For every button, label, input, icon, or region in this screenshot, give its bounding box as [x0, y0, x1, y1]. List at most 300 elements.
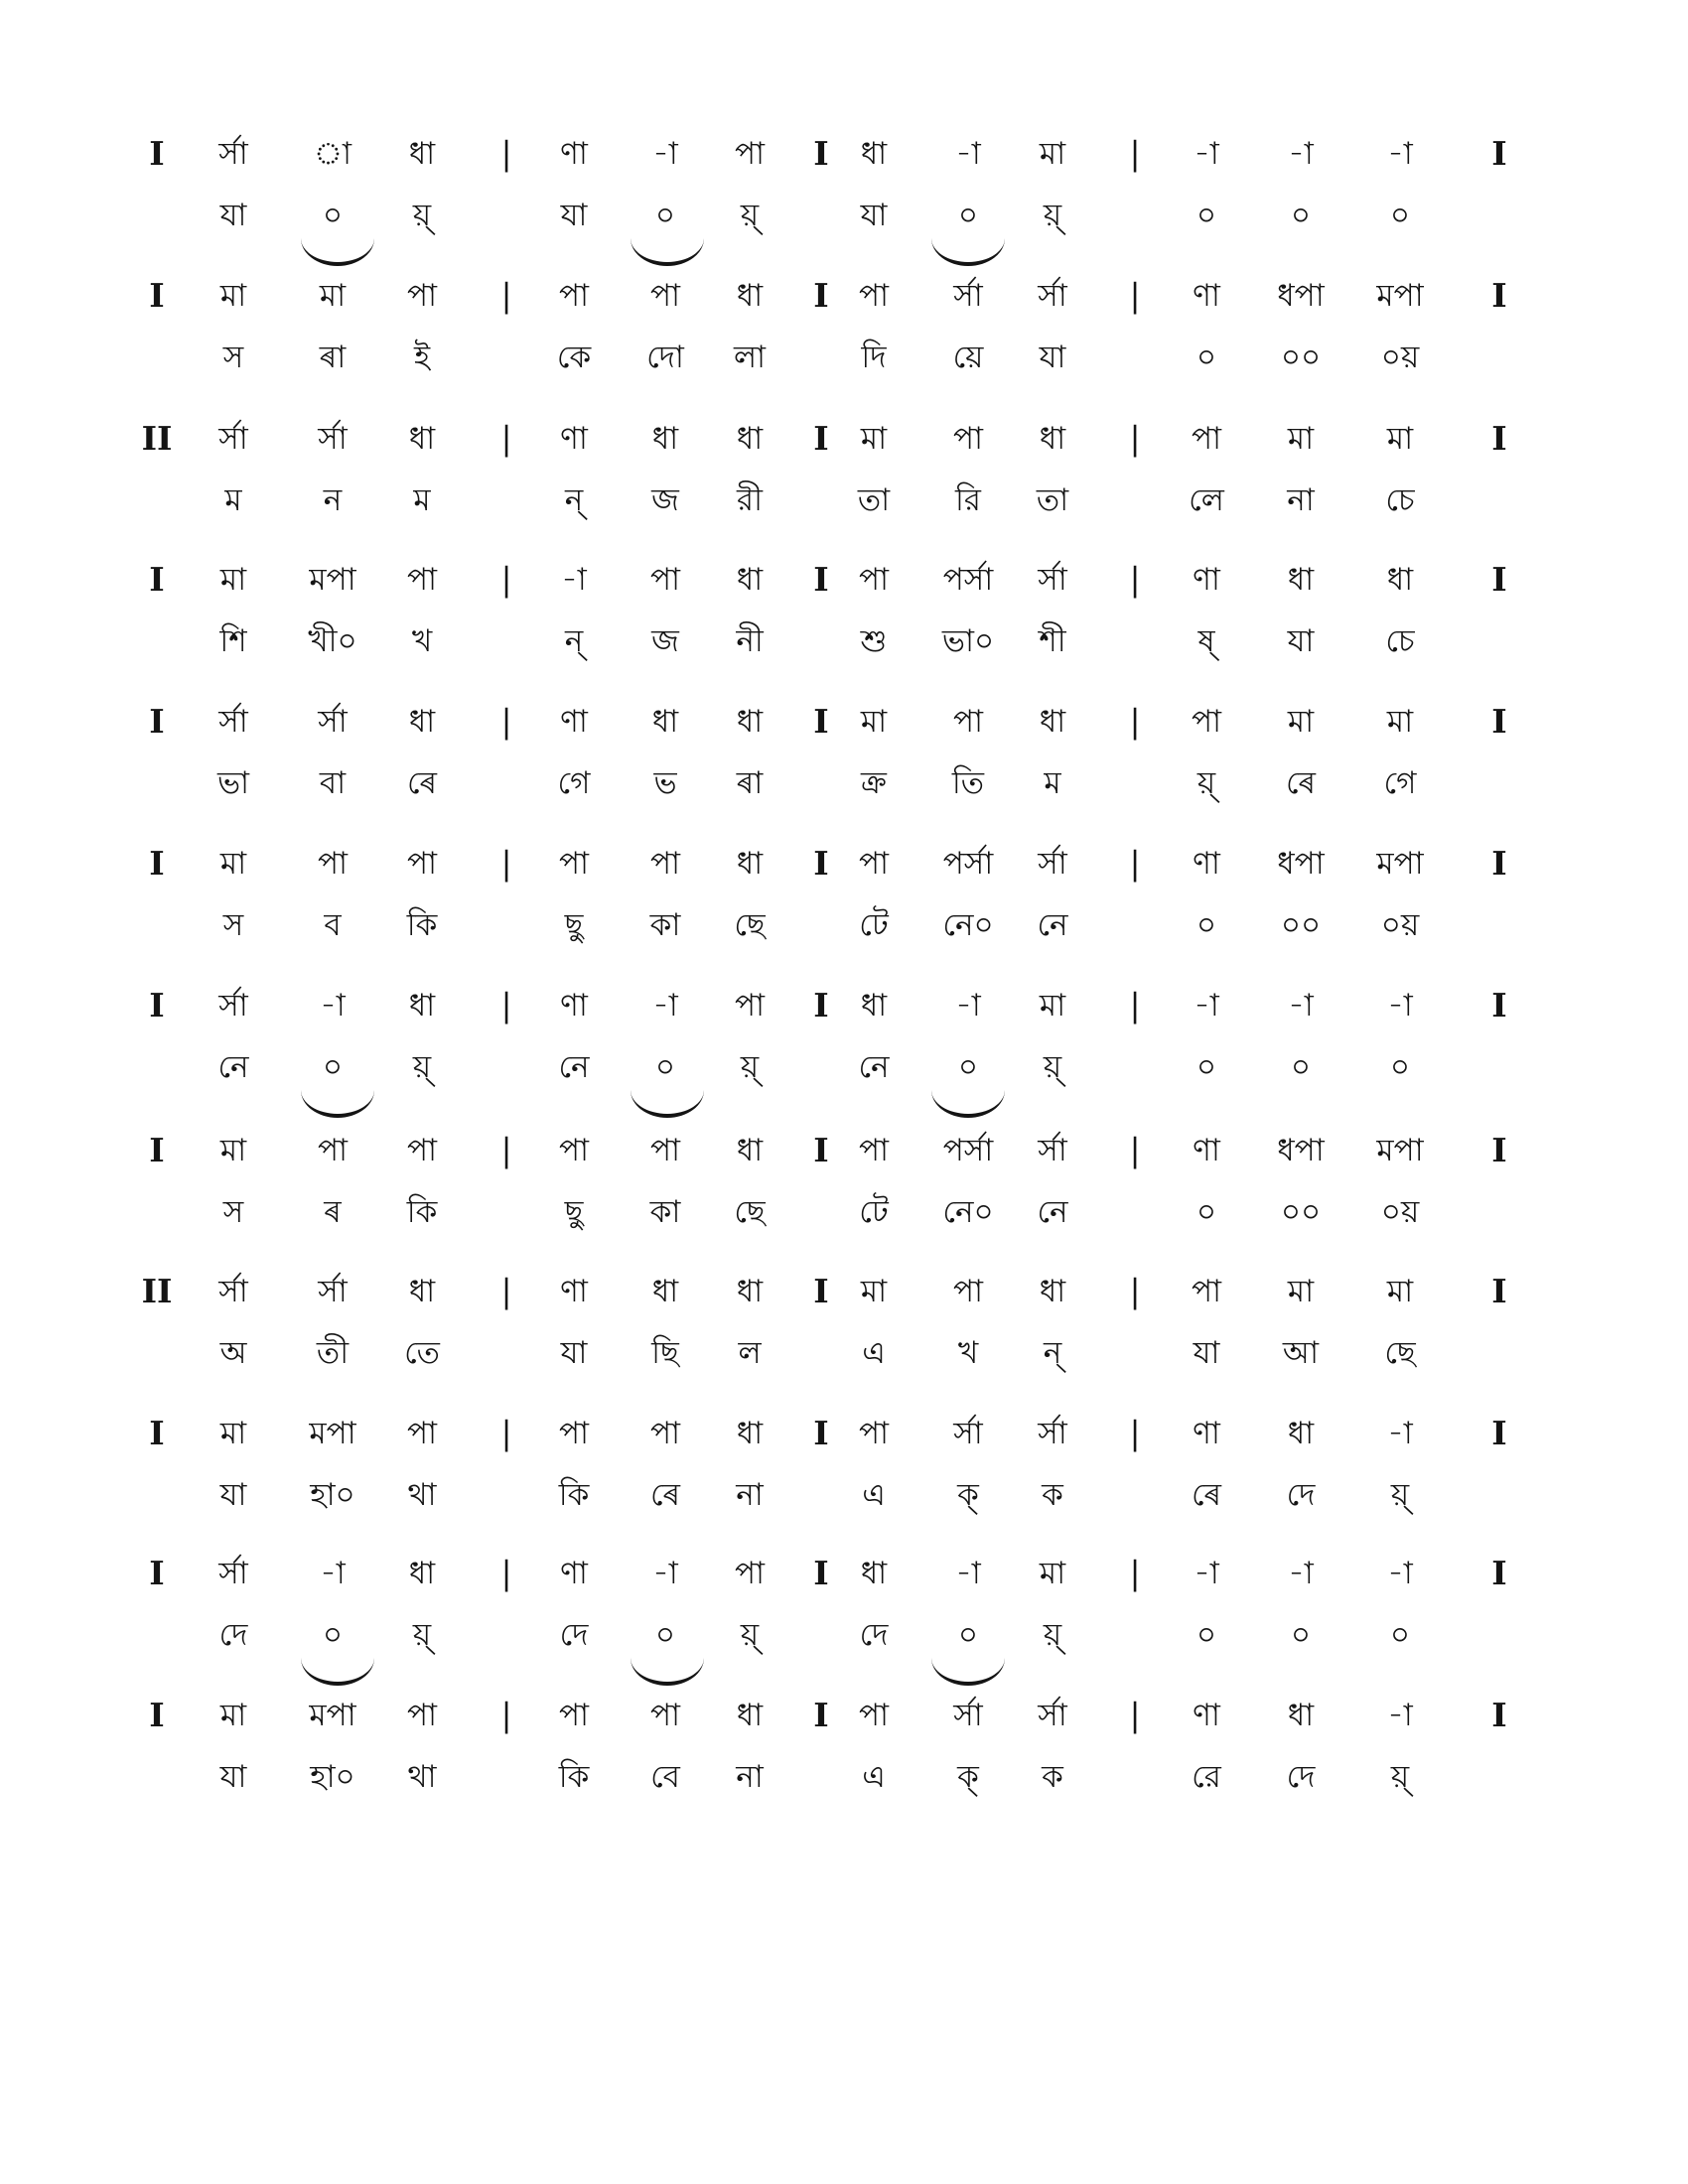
- line-end-marker: I: [1491, 1414, 1507, 1452]
- barline: I: [813, 134, 829, 173]
- line-start-marker: I: [149, 276, 165, 315]
- note-swara: র্সা: [218, 421, 248, 457]
- lyric-syllable: ০: [1290, 1049, 1312, 1085]
- lyric-syllable: কি: [406, 1194, 438, 1230]
- barline: |: [1129, 134, 1141, 173]
- lyric-syllable: য়্: [740, 1617, 760, 1653]
- note-swara: পা: [649, 1698, 681, 1733]
- line-start-marker: I: [149, 560, 165, 599]
- note-swara: ধা: [1287, 562, 1315, 598]
- lyric-syllable: স: [222, 907, 244, 943]
- lyric-syllable: খ: [957, 1335, 979, 1371]
- lyric-syllable: ব: [324, 907, 342, 943]
- lyric-syllable: শী: [1039, 623, 1066, 659]
- lyric-syllable: তা: [857, 482, 891, 518]
- barline: I: [813, 560, 829, 599]
- lyric-syllable: হা০: [310, 1477, 355, 1513]
- note-swara: -া: [320, 1556, 346, 1591]
- barline: |: [500, 1272, 512, 1310]
- slur-mark: [631, 1658, 704, 1686]
- barline: I: [813, 419, 829, 458]
- lyric-syllable: দে: [1286, 1759, 1316, 1795]
- note-swara: পা: [734, 1556, 766, 1591]
- note-swara: র্সা: [218, 1556, 248, 1591]
- note-swara: র্সা: [1038, 846, 1067, 882]
- note-swara: ধা: [408, 988, 436, 1024]
- note-swara: পা: [406, 562, 438, 598]
- note-swara: র্সা: [1038, 1698, 1067, 1733]
- lyric-syllable: ক: [1042, 1759, 1063, 1795]
- slur-mark: [931, 1090, 1005, 1118]
- note-swara: ণা: [560, 421, 588, 457]
- lyric-syllable: যা: [219, 198, 247, 233]
- note-swara: ধা: [1287, 1416, 1315, 1451]
- barline: |: [1129, 702, 1141, 741]
- note-swara: -া: [1194, 1556, 1219, 1591]
- barline: |: [1129, 1131, 1141, 1169]
- note-swara: ধা: [651, 421, 679, 457]
- note-swara: ণা: [560, 704, 588, 740]
- note-swara: র্সা: [318, 704, 348, 740]
- note-swara: পা: [1191, 704, 1222, 740]
- note-swara: র্সা: [318, 421, 348, 457]
- barline: |: [1129, 1696, 1141, 1734]
- note-swara: মা: [219, 1133, 247, 1168]
- lyric-syllable: নে: [558, 1049, 590, 1085]
- lyric-syllable: থা: [407, 1477, 437, 1513]
- line-end-marker: I: [1491, 986, 1507, 1024]
- lyric-syllable: টে: [859, 907, 889, 943]
- lyric-syllable: ০: [1196, 1049, 1217, 1085]
- barline: I: [813, 1696, 829, 1734]
- note-swara: -া: [1288, 136, 1314, 172]
- note-swara: মপা: [309, 562, 356, 598]
- note-swara: মা: [219, 562, 247, 598]
- note-swara: ধপা: [1277, 278, 1325, 314]
- lyric-syllable: দি: [861, 340, 887, 375]
- note-swara: ধপা: [1277, 1133, 1325, 1168]
- lyric-syllable: ৰা: [319, 340, 347, 375]
- note-swara: পা: [406, 846, 438, 882]
- note-swara: র্সা: [218, 136, 248, 172]
- lyric-syllable: চে: [1385, 482, 1415, 518]
- lyric-syllable: ল: [738, 1335, 762, 1371]
- lyric-syllable: য়্: [1043, 198, 1062, 233]
- lyric-syllable: ন: [323, 482, 343, 518]
- note-swara: মা: [860, 1274, 888, 1309]
- lyric-syllable: ম: [224, 482, 242, 518]
- note-swara: ধা: [408, 1556, 436, 1591]
- note-swara: র্সা: [218, 704, 248, 740]
- line-end-marker: I: [1491, 134, 1507, 173]
- lyric-syllable: ন্: [564, 482, 584, 518]
- note-swara: ণা: [1193, 1698, 1220, 1733]
- lyric-syllable: ০: [1389, 1617, 1411, 1653]
- line-end-marker: I: [1491, 560, 1507, 599]
- lyric-syllable: ক্র: [861, 765, 887, 801]
- lyric-syllable: দে: [1286, 1477, 1316, 1513]
- note-swara: ধা: [860, 1556, 888, 1591]
- note-swara: ধা: [736, 421, 764, 457]
- note-swara: ণা: [560, 136, 588, 172]
- lyric-syllable: ছে: [734, 907, 766, 943]
- lyric-syllable: ০: [322, 198, 344, 233]
- lyric-syllable: য়্: [740, 1049, 760, 1085]
- lyric-syllable: জ: [651, 482, 679, 518]
- note-swara: -া: [1387, 1556, 1413, 1591]
- note-swara: -া: [1387, 1698, 1413, 1733]
- lyric-syllable: ০: [1196, 198, 1217, 233]
- lyric-syllable: য়্: [1196, 765, 1216, 801]
- note-swara: মা: [319, 278, 347, 314]
- lyric-syllable: ই: [413, 340, 431, 375]
- lyric-syllable: কে: [556, 340, 592, 375]
- note-swara: পা: [317, 1133, 349, 1168]
- note-swara: ণা: [1193, 278, 1220, 314]
- lyric-syllable: যা: [1039, 340, 1066, 375]
- slur-mark: [631, 238, 704, 266]
- note-swara: -া: [1387, 1416, 1413, 1451]
- barline: |: [500, 1696, 512, 1734]
- note-swara: পা: [558, 1416, 590, 1451]
- note-swara: মপা: [1376, 846, 1424, 882]
- line-end-marker: I: [1491, 844, 1507, 883]
- lyric-syllable: কি: [558, 1759, 590, 1795]
- note-swara: ধা: [651, 1274, 679, 1309]
- note-swara: মা: [219, 1416, 247, 1451]
- line-end-marker: I: [1491, 1696, 1507, 1734]
- lyric-syllable: তে: [404, 1335, 440, 1371]
- slur-mark: [931, 238, 1005, 266]
- note-swara: র্সা: [318, 1274, 348, 1309]
- lyric-syllable: ০: [1196, 907, 1217, 943]
- note-swara: পা: [734, 988, 766, 1024]
- note-swara: পা: [649, 846, 681, 882]
- barline: |: [1129, 276, 1141, 315]
- lyric-syllable: যা: [560, 1335, 588, 1371]
- note-swara: পা: [952, 704, 984, 740]
- barline: |: [1129, 844, 1141, 883]
- lyric-syllable: টে: [859, 1194, 889, 1230]
- lyric-syllable: তি: [951, 765, 985, 801]
- lyric-syllable: না: [736, 1477, 764, 1513]
- lyric-syllable: তী: [316, 1335, 350, 1371]
- barline: |: [1129, 1414, 1141, 1452]
- barline: |: [1129, 560, 1141, 599]
- barline: I: [813, 276, 829, 315]
- note-swara: ণা: [560, 988, 588, 1024]
- note-swara: পা: [734, 136, 766, 172]
- note-swara: পা: [406, 1133, 438, 1168]
- lyric-syllable: যা: [860, 198, 888, 233]
- barline: |: [500, 560, 512, 599]
- note-swara: মা: [1386, 704, 1414, 740]
- note-swara: ধা: [736, 562, 764, 598]
- barline: |: [500, 276, 512, 315]
- lyric-syllable: ০: [654, 1617, 676, 1653]
- note-swara: পা: [649, 1133, 681, 1168]
- lyric-syllable: ০: [322, 1049, 344, 1085]
- lyric-syllable: বে: [650, 1759, 680, 1795]
- note-swara: পা: [858, 278, 890, 314]
- barline: |: [500, 1554, 512, 1592]
- lyric-syllable: য়্: [412, 1049, 432, 1085]
- note-swara: মা: [219, 278, 247, 314]
- note-swara: পা: [558, 278, 590, 314]
- lyric-syllable: ০০: [1280, 340, 1322, 375]
- barline: I: [813, 844, 829, 883]
- lyric-syllable: এ: [862, 1477, 886, 1513]
- lyric-syllable: যা: [1287, 623, 1315, 659]
- note-swara: পা: [649, 1416, 681, 1451]
- lyric-syllable: ছি: [651, 1335, 679, 1371]
- line-end-marker: I: [1491, 702, 1507, 741]
- lyric-syllable: ০: [1196, 1617, 1217, 1653]
- line-end-marker: I: [1491, 276, 1507, 315]
- note-swara: ধা: [860, 988, 888, 1024]
- note-swara: র্সা: [953, 1416, 983, 1451]
- lyric-syllable: বা: [319, 765, 347, 801]
- lyric-syllable: ০: [654, 1049, 676, 1085]
- note-swara: মা: [1287, 704, 1315, 740]
- lyric-syllable: ০: [957, 198, 979, 233]
- note-swara: মা: [1287, 1274, 1315, 1309]
- note-swara: ধা: [1386, 562, 1414, 598]
- barline: I: [813, 702, 829, 741]
- lyric-syllable: নে: [1037, 907, 1068, 943]
- lyric-syllable: ছে: [1384, 1335, 1416, 1371]
- note-swara: -া: [1194, 988, 1219, 1024]
- note-swara: র্সা: [218, 1274, 248, 1309]
- lyric-syllable: ন্: [1043, 1335, 1062, 1371]
- lyric-syllable: ক্: [957, 1759, 979, 1795]
- note-swara: পা: [558, 1698, 590, 1733]
- barline: |: [500, 134, 512, 173]
- lyric-syllable: দে: [218, 1617, 248, 1653]
- lyric-syllable: ০: [957, 1049, 979, 1085]
- lyric-syllable: হা০: [310, 1759, 355, 1795]
- lyric-syllable: তা: [1036, 482, 1069, 518]
- note-swara: পা: [406, 278, 438, 314]
- lyric-syllable: ০য়: [1380, 907, 1420, 943]
- lyric-syllable: নে: [1037, 1194, 1068, 1230]
- note-swara: মপা: [1376, 278, 1424, 314]
- lyric-syllable: রি: [955, 482, 981, 518]
- lyric-syllable: য়্: [412, 1617, 432, 1653]
- note-swara: র্সা: [1038, 1416, 1067, 1451]
- lyric-syllable: কা: [649, 907, 681, 943]
- lyric-syllable: খ: [411, 623, 433, 659]
- slur-mark: [301, 1658, 374, 1686]
- lyric-syllable: ০: [1290, 1617, 1312, 1653]
- lyric-syllable: ০: [654, 198, 676, 233]
- note-swara: ধা: [408, 704, 436, 740]
- lyric-syllable: লা: [733, 340, 767, 375]
- note-swara: পা: [858, 562, 890, 598]
- line-start-marker: I: [149, 1696, 165, 1734]
- note-swara: ধা: [408, 421, 436, 457]
- barline: |: [1129, 1272, 1141, 1310]
- line-start-marker: I: [149, 134, 165, 173]
- lyric-syllable: য়্: [1043, 1617, 1062, 1653]
- note-swara: পা: [952, 421, 984, 457]
- note-swara: মা: [219, 846, 247, 882]
- lyric-syllable: অ: [219, 1335, 247, 1371]
- note-swara: পর্সা: [942, 846, 994, 882]
- line-start-marker: II: [141, 1272, 173, 1310]
- barline: |: [500, 844, 512, 883]
- lyric-syllable: ৰ: [324, 1194, 342, 1230]
- note-swara: ধা: [408, 136, 436, 172]
- lyric-syllable: চে: [1385, 623, 1415, 659]
- note-swara: ধা: [651, 704, 679, 740]
- note-swara: র্সা: [953, 1698, 983, 1733]
- lyric-syllable: ৰা: [736, 765, 764, 801]
- lyric-syllable: ছু: [564, 907, 584, 943]
- note-swara: পা: [649, 562, 681, 598]
- lyric-syllable: ছু: [564, 1194, 584, 1230]
- note-swara: ণা: [1193, 562, 1220, 598]
- lyric-syllable: শু: [860, 623, 888, 659]
- lyric-syllable: কা: [649, 1194, 681, 1230]
- barline: |: [1129, 986, 1141, 1024]
- note-swara: -া: [320, 988, 346, 1024]
- note-swara: পা: [406, 1698, 438, 1733]
- lyric-syllable: ৰে: [649, 1477, 681, 1513]
- lyric-syllable: নে: [858, 1049, 890, 1085]
- note-swara: পা: [317, 846, 349, 882]
- note-swara: ধপা: [1277, 846, 1325, 882]
- barline: I: [813, 1272, 829, 1310]
- note-swara: ধা: [408, 1274, 436, 1309]
- lyric-syllable: ক্: [957, 1477, 979, 1513]
- lyric-syllable: য়ে: [952, 340, 984, 375]
- barline: I: [813, 1131, 829, 1169]
- note-swara: ধা: [736, 704, 764, 740]
- note-swara: পা: [1191, 421, 1222, 457]
- line-start-marker: I: [149, 986, 165, 1024]
- note-swara: র্সা: [1038, 278, 1067, 314]
- barline: |: [500, 1414, 512, 1452]
- note-swara: মপা: [1376, 1133, 1424, 1168]
- barline: |: [500, 702, 512, 741]
- note-swara: পা: [406, 1416, 438, 1451]
- note-swara: মপা: [309, 1416, 356, 1451]
- lyric-syllable: যা: [219, 1477, 247, 1513]
- line-end-marker: I: [1491, 1131, 1507, 1169]
- note-swara: ধা: [736, 278, 764, 314]
- note-swara: ধা: [736, 1416, 764, 1451]
- slur-mark: [301, 1090, 374, 1118]
- note-swara: ধা: [1287, 1698, 1315, 1733]
- lyric-syllable: ০: [957, 1617, 979, 1653]
- lyric-syllable: যা: [560, 198, 588, 233]
- line-start-marker: II: [141, 419, 173, 458]
- note-swara: ধা: [736, 1698, 764, 1733]
- note-swara: -া: [1194, 136, 1219, 172]
- lyric-syllable: ০০: [1280, 1194, 1322, 1230]
- lyric-syllable: ৰে: [1191, 1477, 1222, 1513]
- lyric-syllable: না: [1287, 482, 1315, 518]
- barline: |: [500, 1131, 512, 1169]
- lyric-syllable: দো: [646, 340, 684, 375]
- lyric-syllable: যা: [1193, 1335, 1220, 1371]
- note-swara: ধা: [1039, 704, 1066, 740]
- note-swara: ধা: [1039, 421, 1066, 457]
- lyric-syllable: ভা০: [941, 623, 995, 659]
- note-swara: মা: [860, 421, 888, 457]
- slur-mark: [931, 1658, 1005, 1686]
- lyric-syllable: এ: [862, 1335, 886, 1371]
- lyric-syllable: ০: [1290, 198, 1312, 233]
- note-swara: ণা: [1193, 1133, 1220, 1168]
- note-swara: পা: [858, 1698, 890, 1733]
- line-start-marker: I: [149, 1554, 165, 1592]
- lyric-syllable: না: [736, 1759, 764, 1795]
- barline: |: [500, 986, 512, 1024]
- note-swara: পা: [558, 846, 590, 882]
- note-swara: পর্সা: [942, 1133, 994, 1168]
- lyric-syllable: নে০: [942, 1194, 994, 1230]
- lyric-syllable: ৰে: [406, 765, 438, 801]
- barline: |: [1129, 419, 1141, 458]
- note-swara: ণা: [1193, 846, 1220, 882]
- note-swara: মা: [1386, 421, 1414, 457]
- note-swara: র্সা: [953, 278, 983, 314]
- lyric-syllable: নে: [217, 1049, 249, 1085]
- note-swara: পা: [858, 1133, 890, 1168]
- note-swara: পা: [649, 278, 681, 314]
- note-swara: -া: [561, 562, 587, 598]
- lyric-syllable: ০: [1196, 340, 1217, 375]
- barline: |: [1129, 1554, 1141, 1592]
- lyric-syllable: খী০: [308, 623, 357, 659]
- note-swara: ধা: [1039, 1274, 1066, 1309]
- lyric-syllable: য়্: [1390, 1477, 1410, 1513]
- note-swara: া: [313, 136, 352, 172]
- lyric-syllable: ক: [1042, 1477, 1063, 1513]
- note-swara: পা: [858, 846, 890, 882]
- note-swara: মা: [219, 1698, 247, 1733]
- lyric-syllable: রে: [1192, 1759, 1221, 1795]
- note-swara: ধা: [736, 1274, 764, 1309]
- barline: |: [500, 419, 512, 458]
- note-swara: ধা: [736, 846, 764, 882]
- lyric-syllable: কি: [406, 907, 438, 943]
- barline: I: [813, 1414, 829, 1452]
- note-swara: পা: [952, 1274, 984, 1309]
- note-swara: ণা: [560, 1274, 588, 1309]
- lyric-syllable: যা: [219, 1759, 247, 1795]
- lyric-syllable: য়্: [412, 198, 432, 233]
- lyric-syllable: রী: [737, 482, 763, 518]
- note-swara: -া: [955, 136, 981, 172]
- lyric-syllable: স: [222, 1194, 244, 1230]
- note-swara: -া: [1387, 136, 1413, 172]
- lyric-syllable: শি: [219, 623, 247, 659]
- lyric-syllable: ম: [1044, 765, 1061, 801]
- lyric-syllable: ন্: [564, 623, 584, 659]
- lyric-syllable: জ: [651, 623, 679, 659]
- note-swara: -া: [955, 988, 981, 1024]
- lyric-syllable: য়্: [1390, 1759, 1410, 1795]
- line-end-marker: I: [1491, 1554, 1507, 1592]
- note-swara: -া: [652, 988, 678, 1024]
- note-swara: ধা: [736, 1133, 764, 1168]
- lyric-syllable: ভা: [216, 765, 250, 801]
- line-start-marker: I: [149, 1414, 165, 1452]
- lyric-syllable: লে: [1189, 482, 1224, 518]
